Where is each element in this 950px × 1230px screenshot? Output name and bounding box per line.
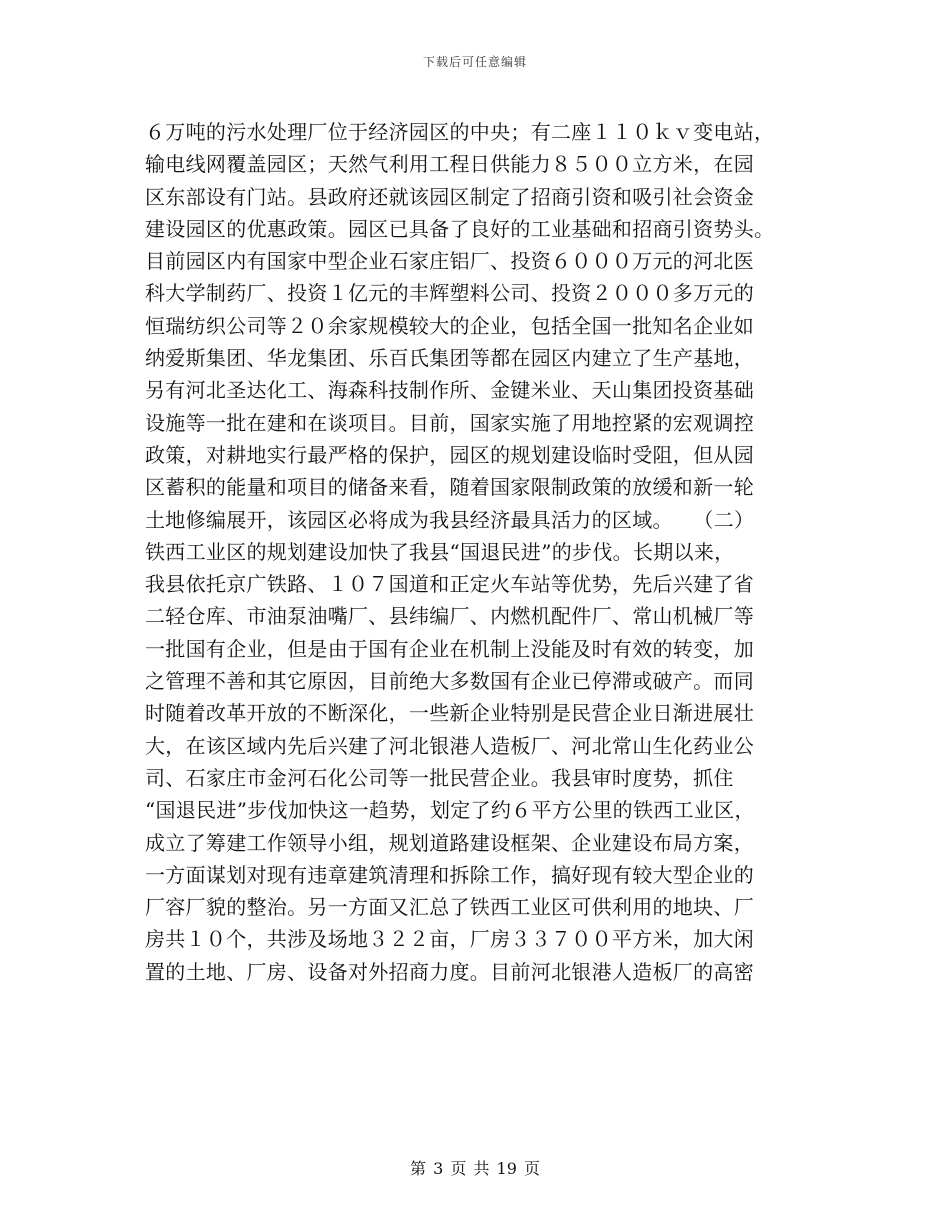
page-header-note: 下载后可任意编辑 — [422, 55, 527, 69]
body-line: 时随着改革开放的不断深化，一些新企业特别是民营企业日渐进展壮 — [145, 701, 754, 726]
body-line: 一批国有企业，但是由于国有企业在机制上没能及时有效的转变，加 — [145, 636, 754, 661]
body-line: 司、石家庄市金河石化公司等一批民营企业。我县审时度势，抓住 — [145, 765, 734, 790]
body-line: 大，在该区域内先后兴建了河北银港人造板厂、河北常山生化药业公 — [145, 733, 754, 758]
body-line: 房共１０个，共涉及场地３２２亩，厂房３３７００平方米，加大闲 — [145, 927, 754, 952]
body-line: 区蓄积的能量和项目的储备来看，随着国家限制政策的放缓和新一轮 — [145, 475, 754, 500]
body-line: 我县依托京广铁路、１０７国道和正定火车站等优势，先后兴建了省 — [145, 572, 754, 597]
body-line: 纳爱斯集团、华龙集团、乐百氏集团等都在园区内建立了生产基地， — [145, 346, 754, 371]
body-line: 土地修编展开，该园区必将成为我县经济最具活力的区域。 （二） — [145, 507, 755, 532]
body-line: 二轻仓库、市油泵油嘴厂、县纬编厂、内燃机配件厂、常山机械厂等 — [145, 604, 754, 629]
body-line: 成立了筹建工作领导小组，规划道路建设框架、企业建设布局方案， — [145, 830, 754, 855]
body-line: 之管理不善和其它原因，目前绝大多数国有企业已停滞或破产。而同 — [145, 669, 754, 694]
body-line: 一方面谋划对现有违章建筑清理和拆除工作，搞好现有较大型企业的 — [145, 862, 754, 887]
body-line: 设施等一批在建和在谈项目。目前，国家实施了用地控紧的宏观调控 — [145, 410, 754, 435]
body-line: 另有河北圣达化工、海森科技制作所、金键米业、天山集团投资基础 — [145, 378, 754, 403]
body-line: 目前园区内有国家中型企业石家庄铝厂、投资６０００万元的河北医 — [145, 249, 754, 274]
body-line: 区东部设有门站。县政府还就该园区制定了招商引资和吸引社会资金 — [145, 184, 754, 209]
body-line: 厂容厂貌的整治。另一方面又汇总了铁西工业区可供利用的地块、厂 — [145, 895, 754, 920]
body-line: 科大学制药厂、投资１亿元的丰辉塑料公司、投资２０００多万元的 — [145, 281, 754, 306]
body-line: 政策，对耕地实行最严格的保护，园区的规划建设临时受阻，但从园 — [145, 442, 754, 467]
body-line: 置的土地、厂房、设备对外招商力度。目前河北银港人造板厂的高密 — [145, 959, 754, 984]
page-number-footer: 第 3 页 共 19 页 — [410, 1159, 540, 1178]
body-line: 铁西工业区的规划建设加快了我县“国退民进”的步伐。长期以来， — [145, 539, 735, 564]
body-line: 输电线网覆盖园区；天然气利用工程日供能力８５００立方米，在园 — [145, 152, 754, 177]
body-line: 建设园区的优惠政策。园区已具备了良好的工业基础和招商引资势头。 — [145, 216, 775, 241]
body-line: “国退民进”步伐加快这一趋势，划定了约６平方公里的铁西工业区， — [145, 798, 755, 823]
body-line: 恒瑞纺织公司等２０余家规模较大的企业，包括全国一批知名企业如 — [145, 313, 754, 338]
document-body — [145, 116, 805, 988]
body-line: ６万吨的污水处理厂位于经济园区的中央；有二座１１０ｋｖ变电站， — [145, 120, 775, 144]
